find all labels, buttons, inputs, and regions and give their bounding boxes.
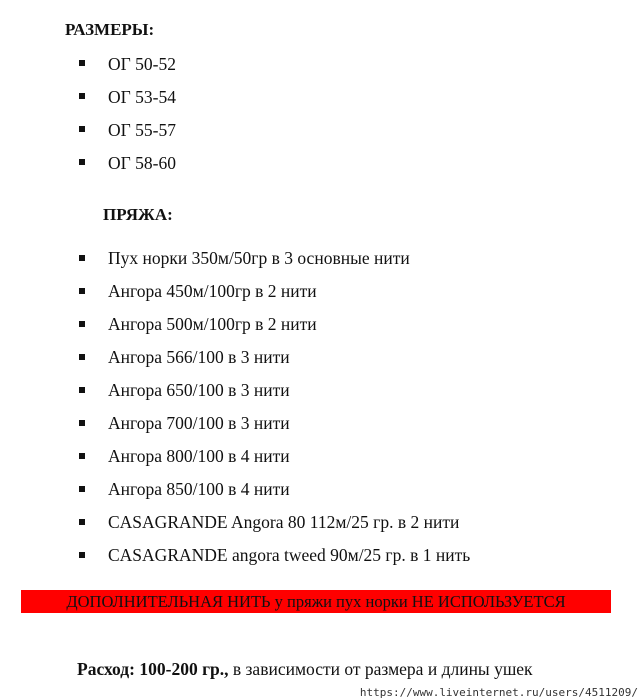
bullet-icon [79,519,85,525]
yarn-heading: ПРЯЖА: [103,205,173,224]
bullet-icon [79,354,85,360]
consumption-label: Расход: 100-200 гр., [77,659,229,679]
bullet-icon [79,387,85,393]
size-item: ОГ 50-52 [108,54,176,74]
bullet-icon [79,126,85,132]
consumption-line [77,659,533,679]
bullet-icon [79,288,85,294]
bullet-icon [79,321,85,327]
bullet-icon [79,93,85,99]
bullet-icon [79,486,85,492]
yarn-item: CASAGRANDE angora tweed 90м/25 гр. в 1 нить [108,545,471,565]
bullet-icon [79,453,85,459]
yarn-item: Ангора 500м/100гр в 2 нити [108,314,317,334]
watermark-url: https://www.liveinternet.ru/users/4511209/ [359,686,638,699]
yarn-item: Ангора 566/100 в 3 нити [108,347,290,367]
bullet-icon [79,60,85,66]
size-item: ОГ 55-57 [108,120,176,140]
bullet-icon [79,255,85,261]
bullet-icon [79,159,85,165]
consumption-text: в зависимости от размера и длины ушек [228,659,533,679]
yarn-item: Ангора 700/100 в 3 нити [108,413,290,433]
yarn-item: CASAGRANDE Angora 80 112м/25 гр. в 2 нити [108,512,460,532]
yarn-item: Ангора 450м/100гр в 2 нити [108,281,317,301]
bullet-icon [79,420,85,426]
yarn-item: Ангора 650/100 в 3 нити [108,380,290,400]
yarn-item: Ангора 800/100 в 4 нити [108,446,290,466]
sizes-heading: РАЗМЕРЫ: [65,20,155,39]
bullet-icon [79,552,85,558]
yarn-item: Пух норки 350м/50гр в 3 основные нити [108,248,410,268]
warning-banner: ДОПОЛНИТЕЛЬНАЯ НИТЬ у пряжи пух норки НЕ ИСПОЛЬЗУЕТСЯ [21,590,611,613]
size-item: ОГ 53-54 [108,87,176,107]
yarn-item: Ангора 850/100 в 4 нити [108,479,290,499]
size-item: ОГ 58-60 [108,153,176,173]
